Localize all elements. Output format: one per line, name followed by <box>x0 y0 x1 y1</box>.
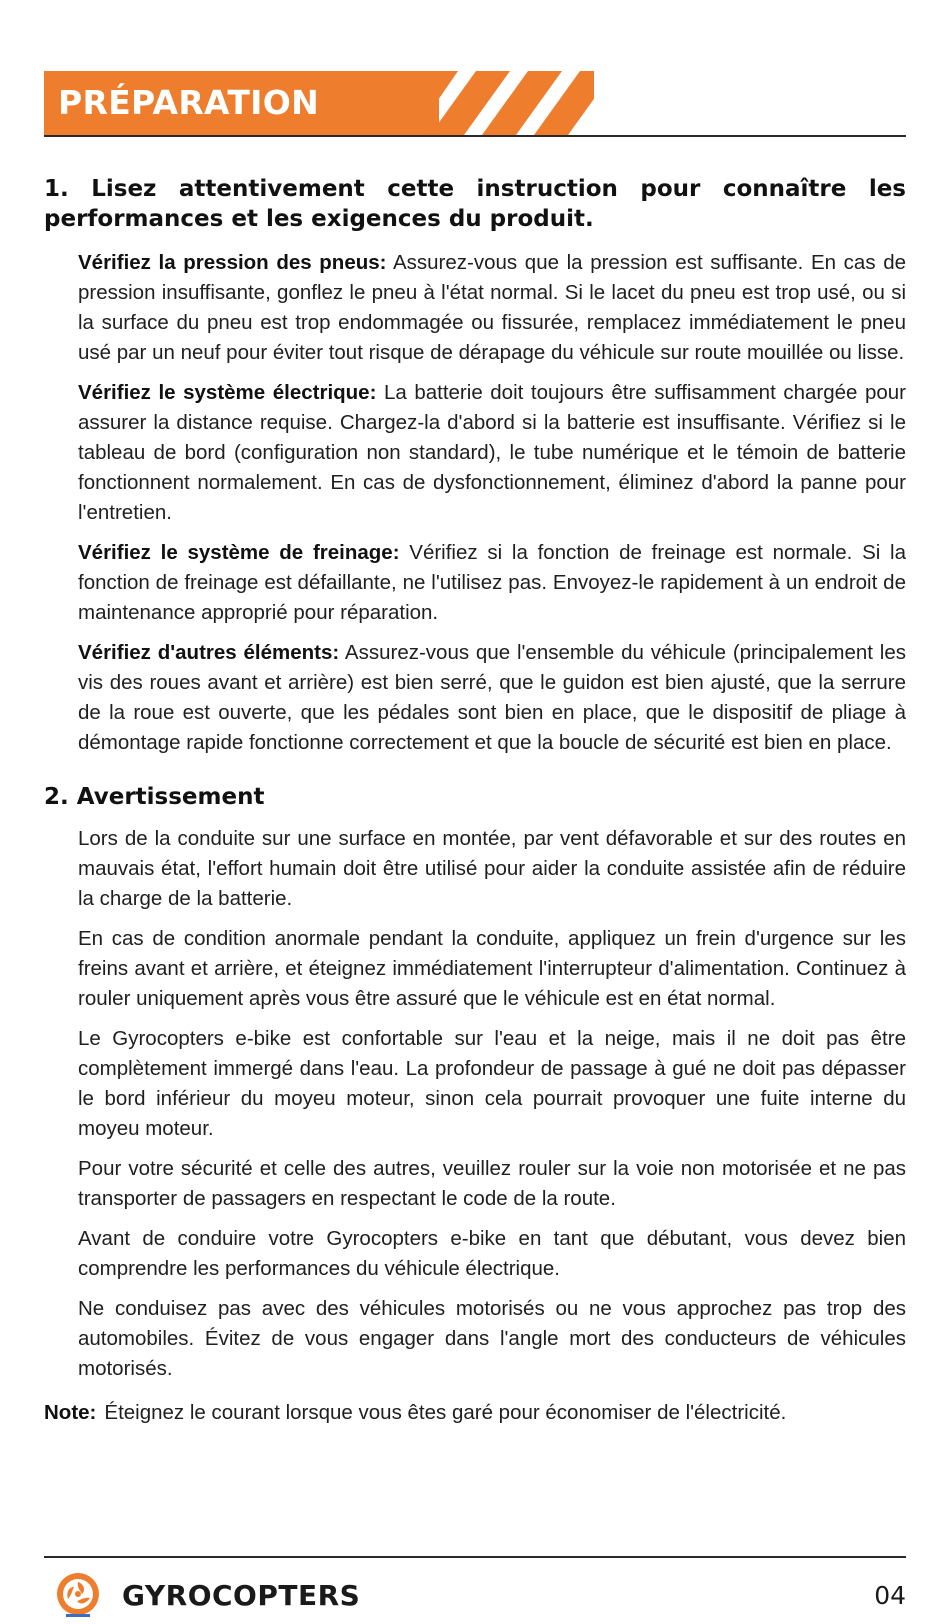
paragraph-lead: Vérifiez le système de freinage: <box>78 541 400 564</box>
paragraph-warning-5: Avant de conduire votre Gyrocopters e-bike en tant que débutant, vous devez bien comprendre les performances du véhicule électrique. <box>78 1227 906 1280</box>
footer-rule <box>44 1556 906 1558</box>
paragraph-warning-4: Pour votre sécurité et celle des autres, veuillez rouler sur la voie non motorisée et ne pas transporter de passagers en respectant le code de la route. <box>78 1157 906 1210</box>
paragraph-warning-2: En cas de condition anormale pendant la conduite, appliquez un frein d'urgence sur les freins avant et arrière, et éteignez immédiatement l'interrupteur d'alimentation. Continuez à rouler uniquement après vous être assuré que le véhicule est en état normal. <box>78 927 906 1010</box>
paragraph-warning-1: Lors de la conduite sur une surface en montée, par vent défavorable et sur des routes en mauvais état, l'effort humain doit être utilisé pour aider la conduite assistée afin de réduire la charge de la batterie. <box>78 827 906 910</box>
paragraph-text: Assurez-vous que la pression est suffisante. En cas de pression insuffisante, gonflez le pneu à l'état normal. Si le lacet du pneu est trop usé, ou si la surface du pneu est trop endommagée ou fissurée, remplacez immédiatement le pneu usé par un neuf pour éviter tout risque de dérapage du véhicule sur route mouillée ou lisse. <box>78 251 906 364</box>
gyrocopters-logo-icon <box>44 1570 112 1620</box>
page-content <box>44 174 906 1428</box>
header-rule <box>44 135 906 137</box>
footer-brand-name: GYROCOPTERS <box>122 1579 361 1612</box>
paragraph-lead: Vérifiez la pression des pneus: <box>78 251 387 274</box>
paragraph-warning-3: Le Gyrocopters e-bike est confortable sur l'eau et la neige, mais il ne doit pas être complètement immergé dans l'eau. La profondeur de passage à gué ne doit pas dépasser le bord inférieur du moyeu moteur, sinon cela pourrait provoquer une fuite interne du moyeu moteur. <box>78 1027 906 1140</box>
section-heading-preparation: 1. Lisez attentivement cette instruction pour connaître les performances et les exigences du produit. <box>44 176 906 232</box>
paragraph-other-elements <box>78 638 906 758</box>
note <box>44 1398 906 1428</box>
paragraph-text: La batterie doit toujours être suffisamment chargée pour assurer la distance requise. Chargez-la d'abord si la batterie est insuffisante. Vérifiez si le tableau de bord (configuration non standard), le tube numérique et le témoin de batterie fonctionnent normalement. En cas de dysfonctionnement, éliminez d'abord la panne pour l'entretien. <box>78 381 906 524</box>
paragraph-text: Assurez-vous que l'ensemble du véhicule (principalement les vis des roues avant et arrière) est bien serré, que le guidon est bien ajusté, que la serrure de la roue est ouverte, que les pédales sont bien en place, que le dispositif de pliage à démontage rapide fonctionne correctement et que la boucle de sécurité est bien en place. <box>78 641 906 754</box>
note-label: Note: <box>44 1401 97 1424</box>
section-heading-warning: 2. Avertissement <box>44 784 265 810</box>
paragraph-electrical-system <box>78 378 906 528</box>
paragraph-warning-6: Ne conduisez pas avec des véhicules motorisés ou ne vous approchez pas trop des automobiles. Évitez de vous engager dans l'angle mort des conducteurs de véhicules motorisés. <box>78 1297 906 1380</box>
paragraph-tire-pressure <box>78 248 906 368</box>
page-title: PRÉPARATION <box>58 83 319 122</box>
paragraph-lead: Vérifiez le système électrique: <box>78 381 377 404</box>
note-text: Éteignez le courant lorsque vous êtes garé pour économiser de l'électricité. <box>104 1401 787 1424</box>
section-header <box>44 71 906 137</box>
header-stripes-decoration <box>414 71 594 135</box>
paragraph-brake-system <box>78 538 906 628</box>
page-number: 04 <box>874 1581 906 1610</box>
paragraph-lead: Vérifiez d'autres éléments: <box>78 641 340 664</box>
paragraph-text: Vérifiez si la fonction de freinage est normale. Si la fonction de freinage est défaillante, ne l'utilisez pas. Envoyez-le rapidement à un endroit de maintenance approprié pour réparation. <box>78 541 907 624</box>
